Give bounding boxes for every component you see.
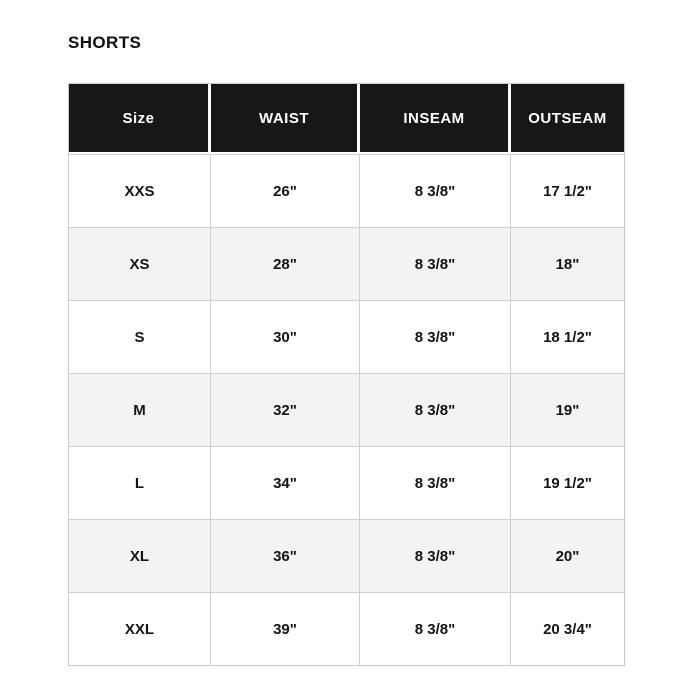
cell-outseam: 19 1/2" [511, 446, 624, 519]
column-header-inseam: INSEAM [360, 84, 511, 154]
cell-inseam: 8 3/8" [360, 227, 511, 300]
table-row [69, 373, 624, 446]
cell-size: XXL [69, 592, 211, 665]
cell-waist: 32" [211, 373, 360, 446]
cell-size: XL [69, 519, 211, 592]
table-header [69, 84, 624, 154]
column-header-waist: WAIST [211, 84, 360, 154]
cell-waist: 26" [211, 154, 360, 227]
cell-outseam: 20 3/4" [511, 592, 624, 665]
cell-waist: 39" [211, 592, 360, 665]
table-row [69, 227, 624, 300]
cell-outseam: 19" [511, 373, 624, 446]
cell-inseam: 8 3/8" [360, 300, 511, 373]
cell-size: XS [69, 227, 211, 300]
column-header-size: Size [69, 84, 211, 154]
table-body [69, 154, 624, 665]
cell-inseam: 8 3/8" [360, 519, 511, 592]
table-row [69, 300, 624, 373]
cell-waist: 36" [211, 519, 360, 592]
table-row [69, 154, 624, 227]
cell-inseam: 8 3/8" [360, 154, 511, 227]
cell-inseam: 8 3/8" [360, 446, 511, 519]
header-row [69, 84, 624, 154]
size-chart-table [68, 83, 625, 666]
column-header-outseam: OUTSEAM [511, 84, 624, 154]
cell-size: M [69, 373, 211, 446]
cell-inseam: 8 3/8" [360, 373, 511, 446]
cell-waist: 34" [211, 446, 360, 519]
table-row [69, 592, 624, 665]
page-title: SHORTS [68, 33, 142, 52]
cell-size: S [69, 300, 211, 373]
cell-outseam: 17 1/2" [511, 154, 624, 227]
cell-inseam: 8 3/8" [360, 592, 511, 665]
cell-waist: 30" [211, 300, 360, 373]
table-row [69, 519, 624, 592]
table-row [69, 446, 624, 519]
cell-size: L [69, 446, 211, 519]
cell-outseam: 20" [511, 519, 624, 592]
cell-waist: 28" [211, 227, 360, 300]
cell-outseam: 18" [511, 227, 624, 300]
cell-size: XXS [69, 154, 211, 227]
cell-outseam: 18 1/2" [511, 300, 624, 373]
